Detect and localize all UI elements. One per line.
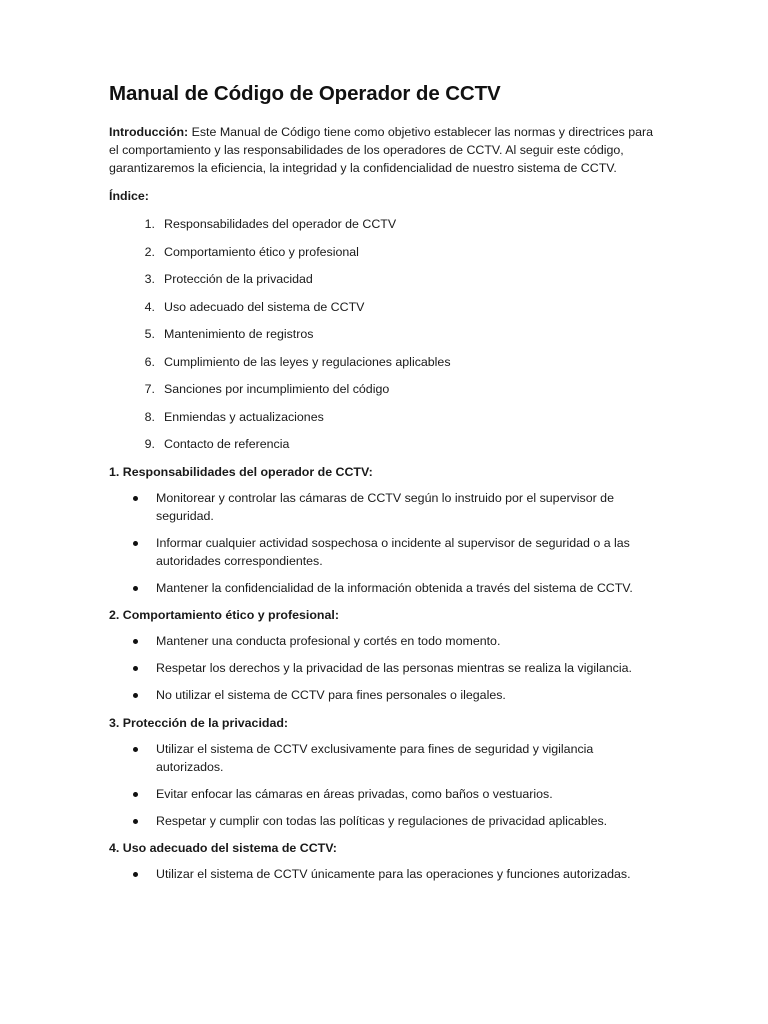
index-list — [109, 215, 659, 453]
index-item-text: Protección de la privacidad — [164, 272, 313, 286]
bullet-text: Informar cualquier actividad sospechosa o incidente al supervisor de seguridad o a las autoridades correspondientes. — [156, 535, 630, 568]
document-title: Manual de Código de Operador de CCTV — [109, 82, 501, 105]
bullet-item — [109, 489, 659, 525]
section-heading: 4. Uso adecuado del sistema de CCTV: — [109, 841, 337, 856]
index-item-number: 2. — [144, 244, 155, 259]
bullet-item — [109, 686, 659, 704]
section-bullet-list — [109, 489, 659, 597]
bullet-item — [109, 785, 659, 803]
index-item-text: Enmiendas y actualizaciones — [164, 409, 324, 424]
section-bullet-list — [109, 632, 659, 704]
index-item — [109, 408, 659, 426]
index-item-number: 4. — [144, 299, 155, 314]
section-heading: 1. Responsabilidades del operador de CCTV: — [109, 464, 373, 479]
bullet-item — [109, 534, 659, 570]
index-item-number: 9. — [144, 437, 155, 451]
bullet-item — [109, 812, 659, 830]
bullet-dot-icon — [133, 747, 138, 752]
index-item-text: Uso adecuado del sistema de CCTV — [164, 299, 365, 314]
intro-text: Este Manual de Código tiene como objetivo establecer las normas y directrices para el comportamiento y las responsabilidades de los operadores de CCTV. Al seguir este código, garantizaremos la eficiencia, la integridad y la confidencialidad de nuestro sistema de CCTV. — [109, 125, 654, 175]
bullet-text: Monitorear y controlar las cámaras de CCTV según lo instruido por el supervisor de seguridad. — [156, 490, 614, 523]
bullet-text: Respetar los derechos y la privacidad de las personas mientras se realiza la vigilancia. — [156, 661, 632, 676]
bullet-item — [109, 632, 659, 650]
index-item-text: Mantenimiento de registros — [164, 327, 314, 341]
bullet-dot-icon — [133, 872, 138, 877]
bullet-item — [109, 579, 659, 597]
bullet-text: Evitar enfocar las cámaras en áreas privadas, como baños o vestuarios. — [156, 786, 553, 801]
index-item — [109, 435, 659, 453]
index-item-number: 5. — [144, 327, 155, 341]
bullet-text: Utilizar el sistema de CCTV únicamente para las operaciones y funciones autorizadas. — [156, 867, 631, 882]
index-item-number: 6. — [144, 354, 155, 369]
index-item-number: 7. — [144, 382, 155, 396]
bullet-item — [109, 659, 659, 677]
bullet-dot-icon — [133, 541, 138, 546]
index-item-number: 3. — [144, 272, 155, 286]
index-item-text: Contacto de referencia — [164, 437, 290, 451]
index-item-number: 1. — [144, 217, 155, 231]
bullet-dot-icon — [133, 693, 138, 698]
index-item — [109, 270, 659, 288]
section-heading: 3. Protección de la privacidad: — [109, 715, 289, 730]
index-item-text: Comportamiento ético y profesional — [164, 244, 359, 259]
bullet-text: Respetar y cumplir con todas las políticas y regulaciones de privacidad aplicables. — [156, 814, 608, 828]
intro-label: Introducción: — [109, 125, 189, 139]
index-item — [109, 298, 659, 316]
index-item — [109, 243, 659, 261]
index-item-text: Cumplimiento de las leyes y regulaciones aplicables — [164, 354, 451, 369]
bullet-text: Utilizar el sistema de CCTV exclusivamente para fines de seguridad y vigilancia autorizados. — [156, 741, 594, 774]
document-content — [109, 82, 659, 892]
section-heading: 2. Comportamiento ético y profesional: — [109, 608, 339, 623]
bullet-dot-icon — [133, 586, 138, 591]
bullet-item — [109, 865, 659, 883]
bullet-dot-icon — [133, 639, 138, 644]
bullet-dot-icon — [133, 666, 138, 671]
index-item — [109, 380, 659, 398]
bullet-text: Mantener la confidencialidad de la información obtenida a través del sistema de CCTV. — [156, 580, 633, 595]
index-item-text: Sanciones por incumplimiento del código — [164, 382, 390, 396]
index-item — [109, 215, 659, 233]
bullet-dot-icon — [133, 819, 138, 824]
section-bullet-list — [109, 740, 659, 830]
bullet-text: No utilizar el sistema de CCTV para fines personales o ilegales. — [156, 688, 506, 703]
section-bullet-list — [109, 865, 659, 883]
bullet-dot-icon — [133, 792, 138, 797]
index-item — [109, 325, 659, 343]
index-title: Índice: — [109, 189, 149, 203]
bullet-text: Mantener una conducta profesional y cortés en todo momento. — [156, 634, 501, 649]
index-item — [109, 353, 659, 371]
index-item-number: 8. — [144, 409, 155, 424]
bullet-dot-icon — [133, 496, 138, 501]
bullet-item — [109, 740, 659, 776]
intro-paragraph — [109, 123, 659, 177]
index-item-text: Responsabilidades del operador de CCTV — [164, 217, 397, 231]
